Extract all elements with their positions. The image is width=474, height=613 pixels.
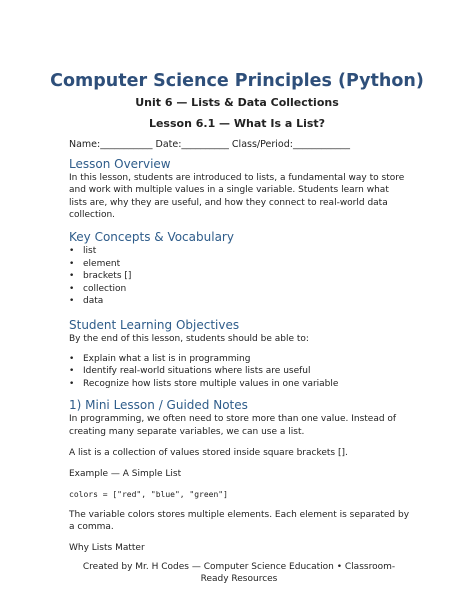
vocabulary-list (69, 245, 409, 308)
mini-lesson-paragraph-2: A list is a collection of values stored inside square brackets []. (69, 448, 348, 459)
mini-lesson-paragraph-1: In programming, we often need to store more than one value. Instead of creating many separate variables, we can use a list. (69, 414, 397, 437)
list-item: • Identify real-world situations where lists are useful (69, 366, 311, 377)
bullet-icon: • (69, 246, 75, 257)
document-title: Computer Science Principles (Python) (50, 71, 424, 91)
section-heading-objectives: Student Learning Objectives (69, 317, 240, 332)
objectives-list (69, 353, 409, 391)
list-item: • Recognize how lists store multiple values in one variable (69, 378, 339, 389)
document-content (69, 156, 409, 555)
list-item: • collection (69, 283, 127, 294)
list-item: • element (69, 258, 121, 269)
section-heading-mini-lesson: 1) Mini Lesson / Guided Notes (69, 398, 248, 413)
name-date-class-line: Name:___________ Date:__________ Class/Period:____________ (69, 139, 350, 150)
bullet-icon: • (69, 258, 75, 269)
list-item: • brackets [] (69, 271, 132, 282)
bullet-icon: • (69, 283, 75, 294)
page-footer: Created by Mr. H Codes — Computer Science Education • Classroom-Ready Resources (82, 562, 396, 584)
code-example: colors = ["red", "blue", "green"] (69, 489, 228, 499)
unit-subtitle: Unit 6 — Lists & Data Collections (135, 96, 339, 109)
bullet-icon: • (69, 378, 75, 389)
list-item: • list (69, 246, 97, 257)
objectives-intro: By the end of this lesson, students should be able to: (69, 333, 309, 344)
bullet-icon: • (69, 296, 75, 307)
overview-paragraph: In this lesson, students are introduced to lists, a fundamental way to store and work with multiple values in a single variable. Students learn what lists are, why they are useful, and how they connect to real-world data collection. (69, 173, 405, 220)
bullet-icon: • (69, 353, 75, 364)
bullet-icon: • (69, 271, 75, 282)
example-label: Example — A Simple List (69, 469, 182, 480)
mini-lesson-paragraph-3: The variable colors stores multiple elements. Each element is separated by a comma. (69, 509, 410, 532)
section-heading-overview: Lesson Overview (69, 157, 171, 171)
section-heading-vocabulary: Key Concepts & Vocabulary (69, 230, 234, 245)
lesson-title: Lesson 6.1 — What Is a List? (148, 117, 326, 130)
bullet-icon: • (69, 366, 75, 377)
why-lists-matter-label: Why Lists Matter (69, 543, 145, 554)
list-item: • Explain what a list is in programming (69, 353, 251, 364)
list-item: • data (69, 296, 104, 307)
